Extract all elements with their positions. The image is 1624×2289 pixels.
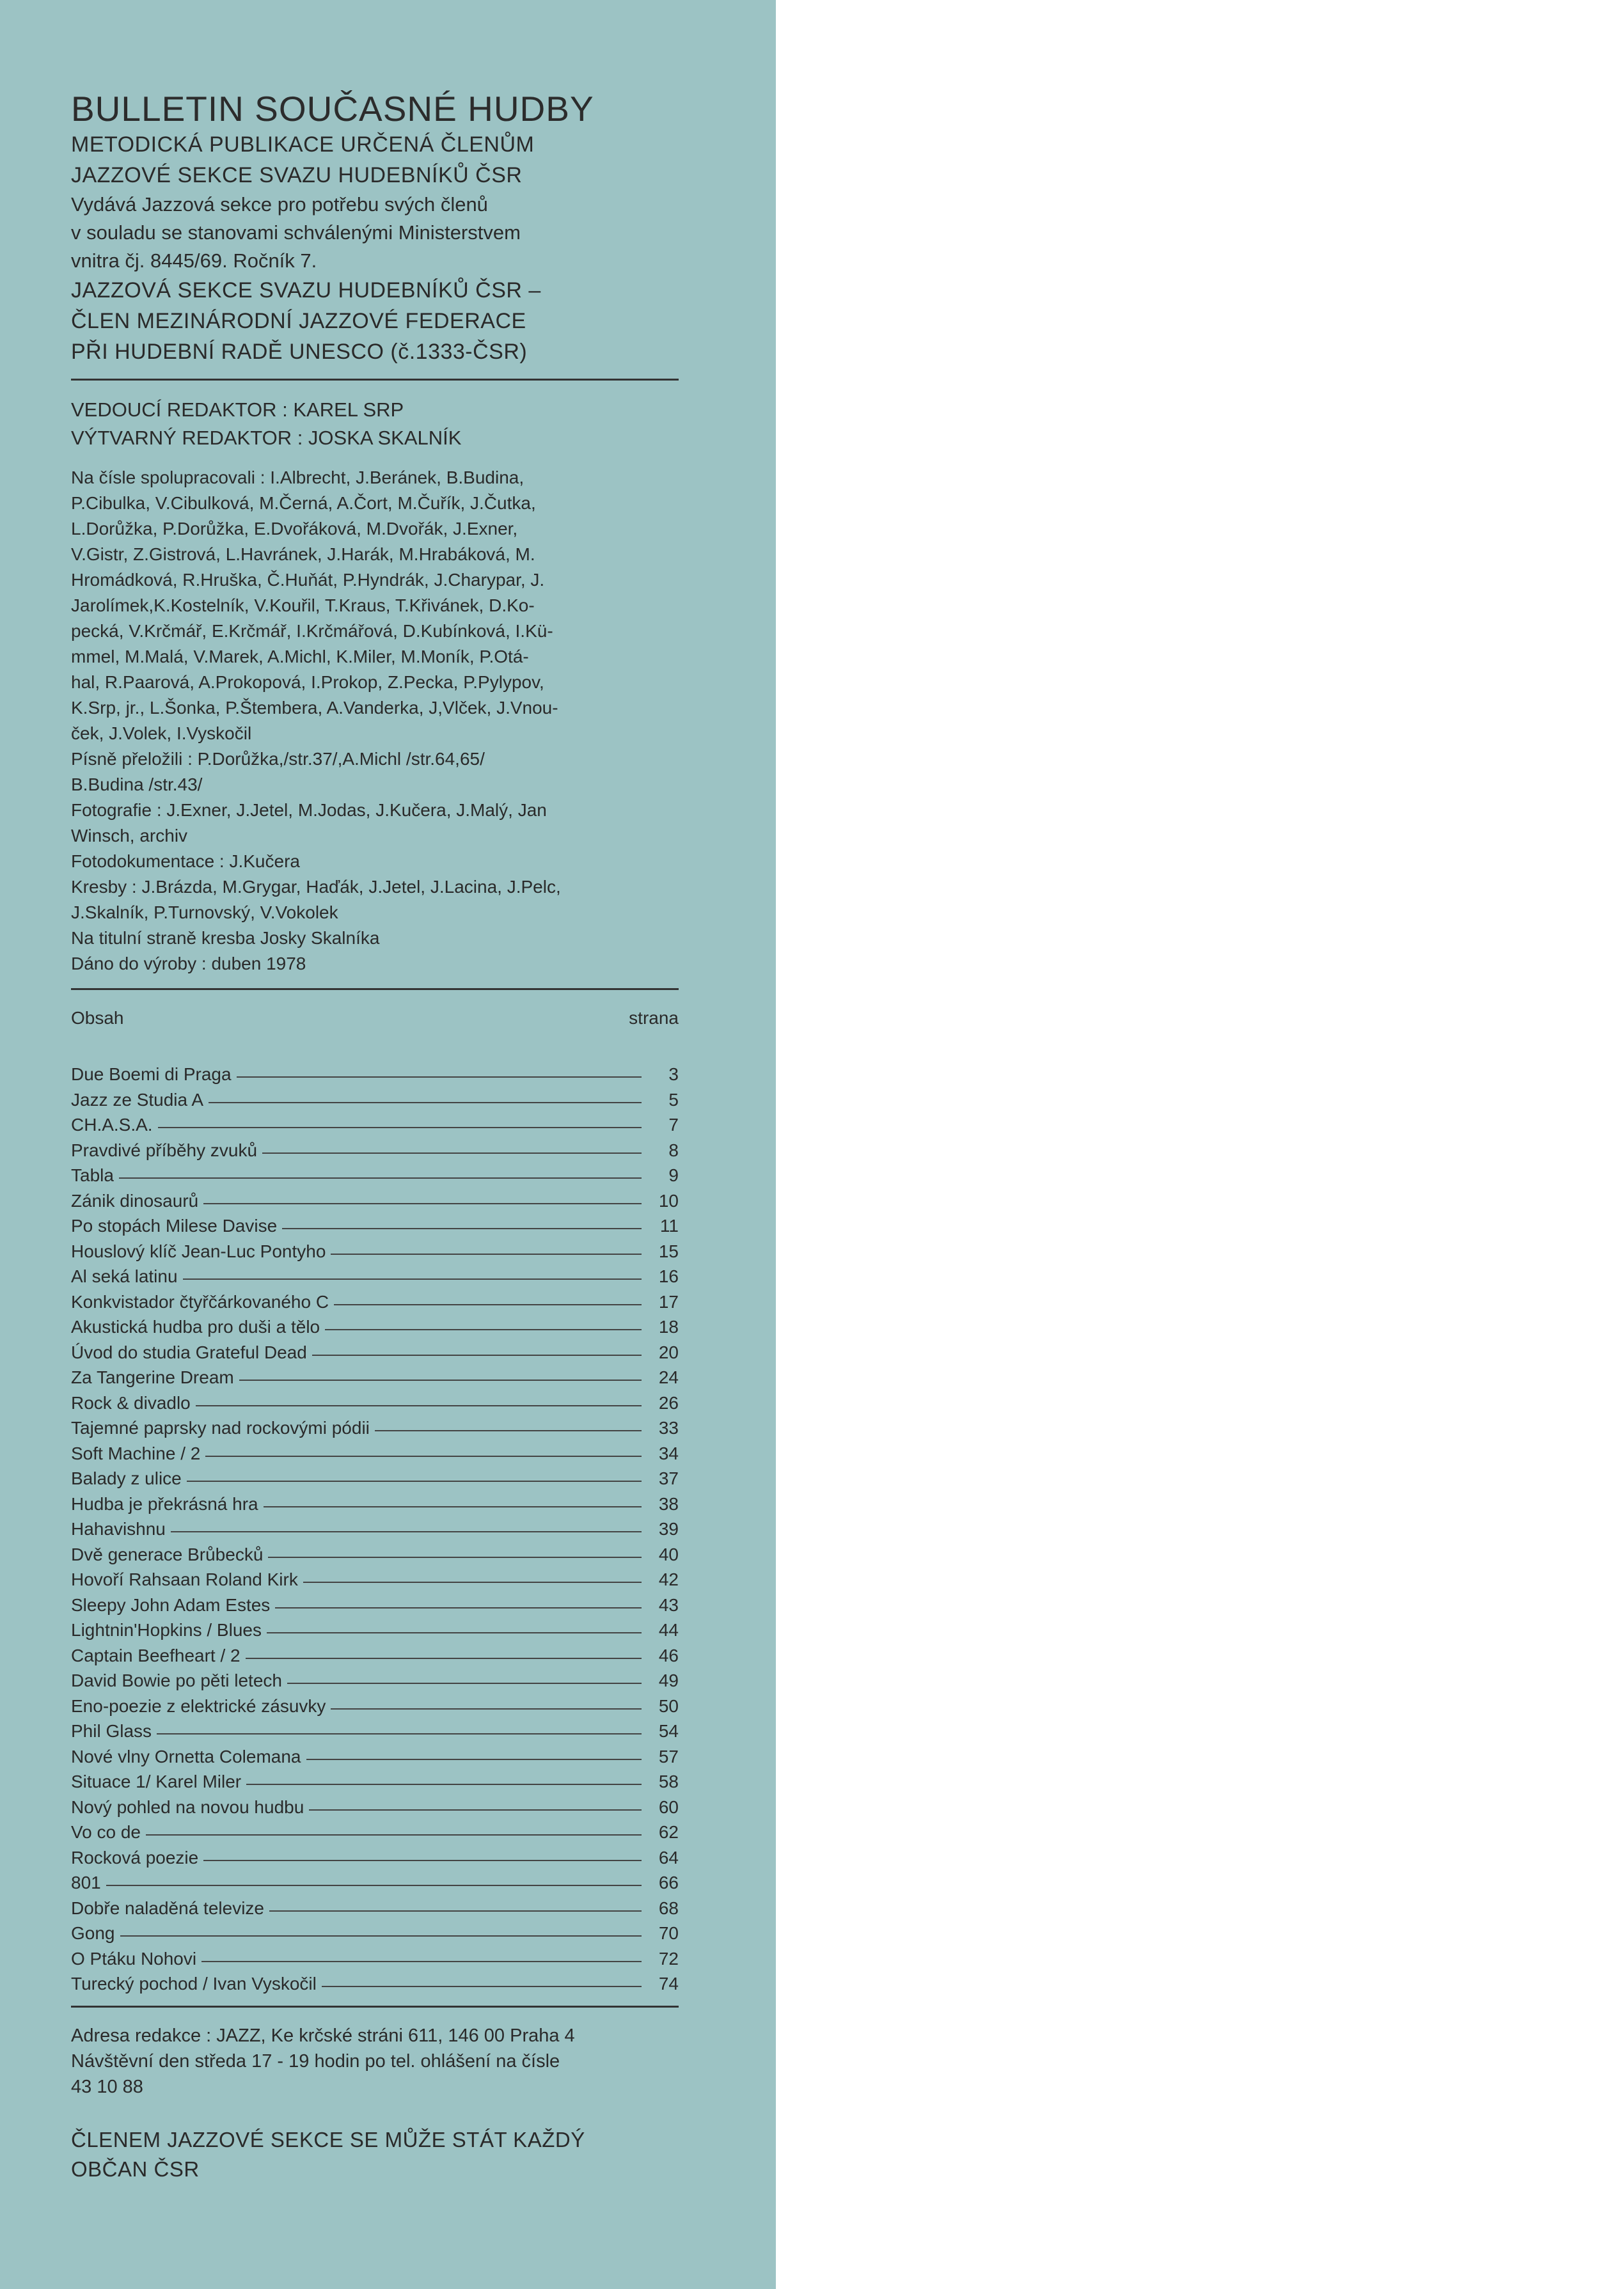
toc-title: 801 [71,1873,101,1892]
toc-row [71,1087,679,1113]
toc-page-number: 43 [658,1594,679,1615]
cover-panel [0,0,776,2289]
toc-leader-line [146,1834,642,1836]
toc-title: Rock & divadlo [71,1392,191,1413]
toc-page-number: 8 [668,1140,679,1160]
intro-line-1: Vydává Jazzová sekce pro potřebu svých členů [71,193,488,216]
toc-row [71,1213,679,1239]
toc-leader-line [183,1278,642,1280]
toc-title: Za Tangerine Dream [71,1367,234,1387]
toc-row [71,1112,679,1138]
toc-leader-line [275,1607,642,1609]
intro-line-2: v souladu se stanovami schválenými Ministerstvem [71,221,521,244]
credits-line: Winsch, archiv [71,826,188,846]
toc-page-number: 62 [658,1822,679,1842]
toc-leader-line [312,1355,642,1356]
toc-page-number: 34 [658,1443,679,1463]
credits-line: B.Budina /str.43/ [71,775,203,794]
toc-row [71,1415,679,1441]
affiliation-line-1: JAZZOVÁ SEKCE SVAZU HUDEBNÍKŮ ČSR – [71,278,541,303]
toc-page-number: 50 [658,1695,679,1716]
toc-row [71,1188,679,1214]
toc-title: Pravdivé příběhy zvuků [71,1140,258,1160]
toc-leader-line [303,1582,642,1583]
toc-leader-line [331,1254,642,1255]
toc-page-number: 42 [658,1569,679,1589]
toc-title: Úvod do studia Grateful Dead [71,1342,307,1362]
toc-leader-line [157,1733,642,1734]
toc-leader-line [203,1203,642,1204]
credits-line: Na čísle spolupracovali : I.Albrecht, J.Beránek, B.Budina, [71,468,524,487]
toc-title: CH.A.S.A. [71,1115,153,1135]
toc-leader-line [201,1961,642,1962]
toc-leader-line [269,1910,642,1912]
intro-line-3: vnitra čj. 8445/69. Ročník 7. [71,249,317,272]
toc-leader-line [306,1759,642,1760]
credits-line: P.Cibulka, V.Cibulková, M.Černá, A.Čort, M.Čuřík, J.Čutka, [71,493,536,513]
toc-page-number: 24 [658,1367,679,1387]
toc-row [71,1845,679,1871]
toc-row [71,1314,679,1340]
toc-leader-line [120,1935,642,1937]
toc-page-number: 16 [658,1266,679,1286]
toc-leader-line [264,1506,642,1507]
credits-line: Dáno do výroby : duben 1978 [71,954,306,973]
toc-leader-line [322,1986,642,1987]
toc-row [71,1264,679,1289]
toc-title: Soft Machine / 2 [71,1443,201,1463]
toc-title: Captain Beefheart / 2 [71,1645,240,1665]
toc-title: Dvě generace Brůbecků [71,1544,264,1564]
toc-page-number: 68 [658,1898,679,1918]
toc-page-number: 11 [659,1216,679,1236]
toc-page-number: 17 [658,1291,679,1312]
toc-row [71,1744,679,1770]
toc-page-number: 58 [658,1772,679,1791]
address-line: Návštěvní den středa 17 - 19 hodin po tel. ohlášení na čísle [71,2050,560,2072]
toc-row [71,1289,679,1315]
toc-row [71,1365,679,1390]
toc-title: Due Boemi di Praga [71,1064,232,1084]
toc-page-number: 18 [658,1317,679,1337]
credits-line: K.Srp, jr., L.Šonka, P.Štembera, A.Vanderka, J,Vlček, J.Vnou- [71,698,558,718]
toc-leader-line [239,1380,642,1381]
toc-page-heading: strana [629,1008,679,1028]
page-content [71,88,679,2184]
credits-line: Hromádková, R.Hruška, Č.Huňát, P.Hyndrák, J.Charypar, J. [71,570,545,590]
toc-page-number: 64 [658,1847,679,1868]
toc-page-number: 37 [658,1468,679,1488]
toc-title: Turecký pochod / Ivan Vyskočil [71,1974,317,1994]
toc-leader-line [237,1076,642,1078]
toc-page-number: 39 [658,1519,679,1539]
divider [71,2006,679,2008]
credits-line: Fotodokumentace : J.Kučera [71,851,300,871]
toc-leader-line [282,1228,642,1229]
credits-line: Písně přeložili : P.Dorůžka,/str.37/,A.Michl /str.64,65/ [71,749,485,769]
toc-leader-line [268,1557,642,1558]
toc-row [71,1896,679,1921]
toc-row [71,1340,679,1365]
toc-leader-line [246,1658,642,1659]
toc-title: Lightnin'Hopkins / Blues [71,1620,262,1640]
toc-page-number: 20 [658,1342,679,1362]
toc-row [71,1870,679,1896]
toc-title: Tabla [71,1165,114,1185]
toc-leader-line [262,1152,642,1154]
toc-row [71,1795,679,1820]
toc-leader-line [196,1405,642,1406]
credits-line: J.Skalník, P.Turnovský, V.Vokolek [71,902,338,922]
divider [71,988,679,990]
chief-editor: VEDOUCÍ REDAKTOR : KAREL SRP [71,398,404,421]
toc-row [71,1062,679,1087]
toc-title: Akustická hudba pro duši a tělo [71,1317,320,1337]
toc-page-number: 54 [658,1721,679,1741]
toc-page-number: 10 [658,1190,679,1211]
address-line: 43 10 88 [71,2076,143,2097]
toc-leader-line [203,1860,642,1861]
toc-page-number: 60 [658,1797,679,1817]
toc-title: Situace 1/ Karel Miler [71,1772,242,1791]
toc-page-number: 26 [658,1392,679,1413]
toc-row [71,1668,679,1694]
toc-row [71,1390,679,1416]
credits-line: hal, R.Paarová, A.Prokopová, I.Prokop, Z.Pecka, P.Pylypov, [71,672,544,692]
toc-leader-line [246,1784,642,1785]
subtitle-line-2: JAZZOVÉ SEKCE SVAZU HUDEBNÍKŮ ČSR [71,163,523,187]
toc-leader-line [325,1329,642,1330]
affiliation-line-3: PŘI HUDEBNÍ RADĚ UNESCO (č.1333-ČSR) [71,340,528,364]
table-of-contents [71,1062,679,1997]
divider [71,379,679,381]
toc-title: Hovoří Rahsaan Roland Kirk [71,1569,298,1589]
toc-row [71,1441,679,1467]
credits-line: pecká, V.Krčmář, E.Krčmář, I.Krčmářová, D.Kubínková, I.Kü- [71,621,553,641]
toc-title: Jazz ze Studia A [71,1089,204,1110]
toc-row [71,1516,679,1542]
toc-page-number: 15 [658,1241,679,1261]
toc-title: Konkvistador čtyřčárkovaného C [71,1291,329,1312]
toc-row [71,1239,679,1264]
toc-page-number: 57 [658,1746,679,1766]
toc-page-number: 46 [658,1645,679,1665]
toc-title: Po stopách Milese Davise [71,1216,278,1236]
toc-row [71,1163,679,1188]
toc-page-number: 44 [658,1620,679,1640]
credits-line: mmel, M.Malá, V.Marek, A.Michl, K.Miler, M.Moník, P.Otá- [71,647,529,666]
toc-title: Hudba je překrásná hra [71,1493,258,1514]
toc-row [71,1593,679,1618]
toc-page-number: 66 [658,1873,679,1892]
toc-page-number: 72 [658,1948,679,1969]
toc-row [71,1617,679,1643]
toc-page-number: 3 [668,1064,679,1084]
toc-leader-line [158,1127,642,1128]
subtitle-line-1: METODICKÁ PUBLIKACE URČENÁ ČLENŮM [71,132,535,157]
credits-line: Na titulní straně kresba Josky Skalníka [71,928,380,948]
toc-title: Phil Glass [71,1721,152,1741]
toc-leader-line [119,1177,642,1179]
toc-leader-line [375,1430,642,1431]
toc-row [71,1542,679,1568]
toc-title: Gong [71,1923,115,1943]
toc-heading: Obsah [71,1008,124,1028]
toc-leader-line [205,1456,642,1457]
toc-header [71,1005,679,1031]
toc-row [71,1567,679,1593]
toc-title: Tajemné paprsky nad rockovými pódii [71,1418,370,1438]
toc-page-number: 5 [668,1089,679,1110]
credits-line: V.Gistr, Z.Gistrová, L.Havránek, J.Harák, M.Hrabáková, M. [71,544,535,564]
toc-page-number: 49 [658,1671,679,1690]
credits-line: Fotografie : J.Exner, J.Jetel, M.Jodas, J.Kučera, J.Malý, Jan [71,800,547,820]
toc-leader-line [334,1304,642,1305]
art-editor: VÝTVARNÝ REDAKTOR : JOSKA SKALNÍK [71,427,462,449]
toc-leader-line [267,1632,642,1633]
toc-row [71,1971,679,1997]
toc-page-number: 74 [658,1974,679,1994]
credits-line: Kresby : J.Brázda, M.Grygar, Haďák, J.Jetel, J.Lacina, J.Pelc, [71,877,561,897]
toc-title: Eno-poezie z elektrické zásuvky [71,1695,326,1716]
masthead-title: BULLETIN SOUČASNÉ HUDBY [71,89,594,129]
toc-title: Nový pohled na novou hudbu [71,1797,304,1817]
toc-title: Nové vlny Ornetta Colemana [71,1746,301,1766]
credits-line: Jarolímek,K.Kostelník, V.Kouřil, T.Kraus, T.Křivánek, D.Ko- [71,595,535,615]
toc-page-number: 9 [668,1165,679,1185]
toc-title: Vo co de [71,1822,141,1842]
toc-page-number: 40 [658,1544,679,1564]
toc-row [71,1820,679,1845]
toc-row [71,1466,679,1491]
toc-leader-line [106,1885,642,1886]
toc-row [71,1946,679,1972]
toc-leader-line [309,1809,642,1811]
toc-row [71,1643,679,1669]
toc-page-number: 33 [658,1418,679,1438]
toc-leader-line [287,1683,642,1684]
toc-title: Balady z ulice [71,1468,182,1488]
credits-block [71,465,679,977]
address-line: Adresa redakce : JAZZ, Ke krčské stráni 611, 146 00 Praha 4 [71,2025,575,2046]
toc-leader-line [209,1102,642,1103]
toc-page-number: 38 [658,1493,679,1514]
toc-leader-line [171,1531,642,1532]
credits-line: L.Dorůžka, P.Dorůžka, E.Dvořáková, M.Dvořák, J.Exner, [71,519,518,539]
credits-line: ček, J.Volek, I.Vyskočil [71,723,252,743]
toc-title: Sleepy John Adam Estes [71,1594,271,1615]
affiliation-line-2: ČLEN MEZINÁRODNÍ JAZZOVÉ FEDERACE [71,309,526,333]
toc-leader-line [331,1708,642,1710]
toc-row [71,1719,679,1744]
toc-row [71,1138,679,1163]
toc-page-number: 7 [668,1115,679,1135]
toc-page-number: 70 [658,1923,679,1943]
toc-row [71,1769,679,1795]
closing-line-2: OBČAN ČSR [71,2157,200,2181]
toc-title: Hahavishnu [71,1519,166,1539]
toc-row [71,1921,679,1946]
toc-title: Rocková poezie [71,1847,199,1868]
toc-row [71,1694,679,1719]
toc-title: Dobře naladěná televize [71,1898,264,1918]
closing-line-1: ČLENEM JAZZOVÉ SEKCE SE MŮŽE STÁT KAŽDÝ [71,2127,585,2151]
toc-title: Zánik dinosaurů [71,1190,199,1211]
toc-title: O Ptáku Nohovi [71,1948,197,1969]
toc-title: Al seká latinu [71,1266,178,1286]
toc-row [71,1491,679,1517]
toc-title: Houslový klíč Jean-Luc Pontyho [71,1241,326,1261]
toc-leader-line [187,1481,642,1482]
toc-title: David Bowie po pěti letech [71,1671,282,1690]
